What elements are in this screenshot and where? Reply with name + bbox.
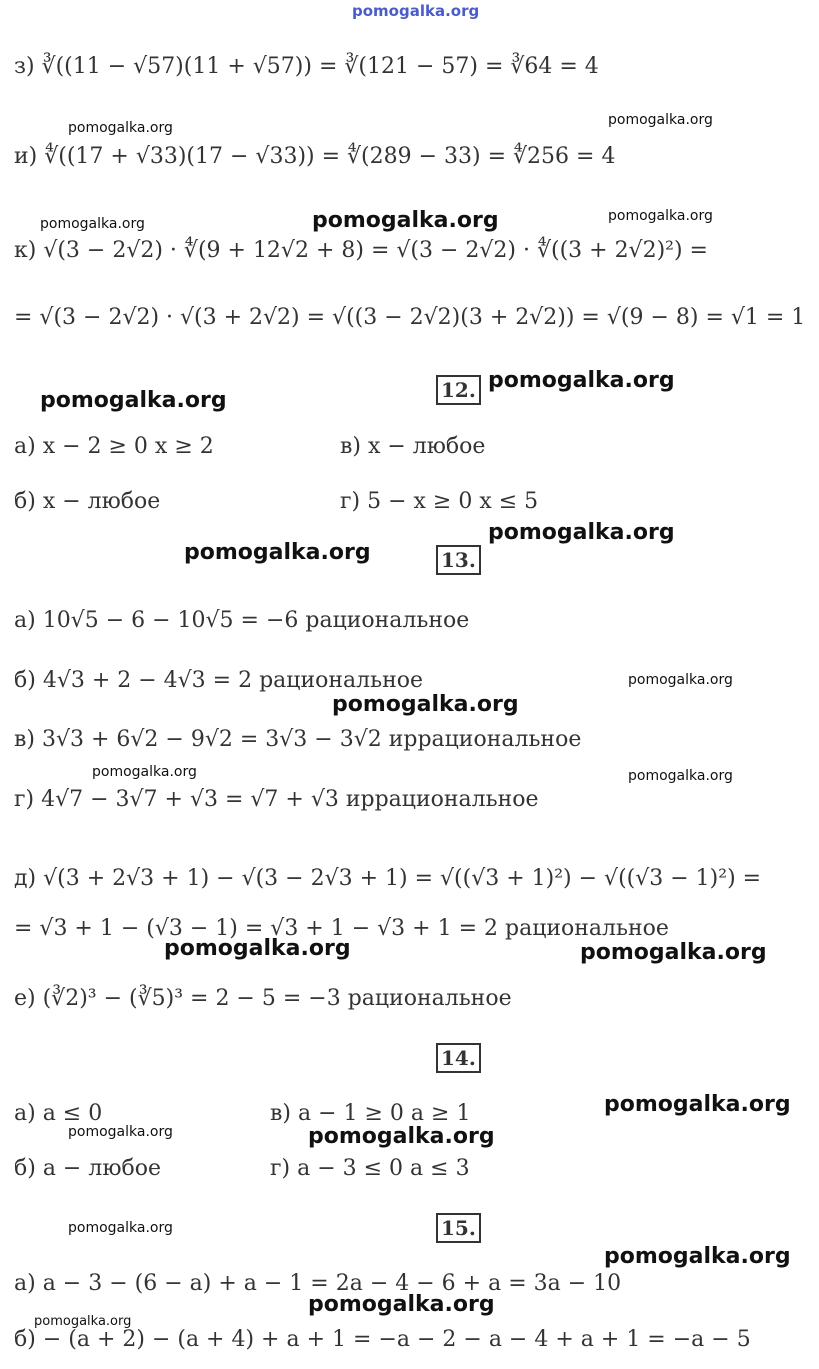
solution-15-b: б) − (a + 2) − (a + 4) + a + 1 = −a − 2 − a − 4 + a + 1 = −a − 5 — [14, 1327, 751, 1352]
solution-12-b: б) x − любое — [14, 489, 161, 514]
solution-14-b: б) a − любое — [14, 1156, 161, 1181]
watermark: pomogalka.org — [308, 1124, 495, 1149]
watermark: pomogalka.org — [608, 208, 713, 224]
solution-13-g: г) 4√7 − 3√7 + √3 = √7 + √3 иррациональное — [14, 787, 539, 812]
problem-number-13: 13. — [436, 545, 481, 575]
watermark: pomogalka.org — [488, 520, 675, 545]
solution-12-v: в) x − любое — [340, 434, 486, 459]
solution-11-i: и) ∜((17 + √33)(17 − √33)) = ∜(289 − 33) = ∜256 = 4 — [14, 144, 616, 169]
watermark: pomogalka.org — [628, 768, 733, 784]
solution-14-v: в) a − 1 ≥ 0 a ≥ 1 — [270, 1101, 471, 1126]
watermark: pomogalka.org — [40, 216, 145, 232]
solution-13-d-line1: д) √(3 + 2√3 + 1) − √(3 − 2√3 + 1) = √((√3 + 1)²) − √((√3 − 1)²) = — [14, 866, 762, 891]
solution-15-a: а) a − 3 − (6 − a) + a − 1 = 2a − 4 − 6 + a = 3a − 10 — [14, 1271, 622, 1296]
watermark: pomogalka.org — [312, 208, 499, 233]
problem-number-14: 14. — [436, 1043, 481, 1073]
watermark: pomogalka.org — [68, 1220, 173, 1236]
watermark: pomogalka.org — [604, 1092, 791, 1117]
watermark: pomogalka.org — [68, 1124, 173, 1140]
watermark: pomogalka.org — [332, 692, 519, 717]
watermark: pomogalka.org — [164, 936, 351, 961]
solution-13-v: в) 3√3 + 6√2 − 9√2 = 3√3 − 3√2 иррациональное — [14, 727, 582, 752]
watermark: pomogalka.org — [580, 940, 767, 965]
watermark: pomogalka.org — [352, 2, 480, 20]
solution-13-e: е) (∛2)³ − (∛5)³ = 2 − 5 = −3 рациональное — [14, 986, 512, 1011]
solution-11-k-line1: к) √(3 − 2√2) · ∜(9 + 12√2 + 8) = √(3 − 2√2) · ∜((3 + 2√2)²) = — [14, 238, 708, 263]
watermark: pomogalka.org — [34, 1314, 132, 1329]
solution-11-k-line2: = √(3 − 2√2) · √(3 + 2√2) = √((3 − 2√2)(3 + 2√2)) = √(9 − 8) = √1 = 1 — [14, 305, 806, 330]
solution-12-a: а) x − 2 ≥ 0 x ≥ 2 — [14, 434, 214, 459]
watermark: pomogalka.org — [40, 388, 227, 413]
solution-12-g: г) 5 − x ≥ 0 x ≤ 5 — [340, 489, 539, 514]
watermark: pomogalka.org — [604, 1244, 791, 1269]
solution-14-a: а) a ≤ 0 — [14, 1101, 103, 1126]
solution-13-a: а) 10√5 − 6 − 10√5 = −6 рациональное — [14, 608, 470, 633]
watermark: pomogalka.org — [184, 540, 371, 565]
watermark: pomogalka.org — [92, 764, 197, 780]
watermark: pomogalka.org — [488, 368, 675, 393]
watermark: pomogalka.org — [628, 672, 733, 688]
solution-13-b: б) 4√3 + 2 − 4√3 = 2 рациональное — [14, 668, 424, 693]
watermark: pomogalka.org — [608, 112, 713, 128]
solution-11-z: з) ∛((11 − √57)(11 + √57)) = ∛(121 − 57) = ∛64 = 4 — [14, 54, 599, 79]
problem-number-15: 15. — [436, 1213, 481, 1243]
watermark: pomogalka.org — [68, 120, 173, 136]
watermark: pomogalka.org — [308, 1292, 495, 1317]
solution-14-g: г) a − 3 ≤ 0 a ≤ 3 — [270, 1156, 470, 1181]
solution-13-d-line2: = √3 + 1 − (√3 − 1) = √3 + 1 − √3 + 1 = 2 рациональное — [14, 916, 669, 941]
problem-number-12: 12. — [436, 375, 481, 405]
